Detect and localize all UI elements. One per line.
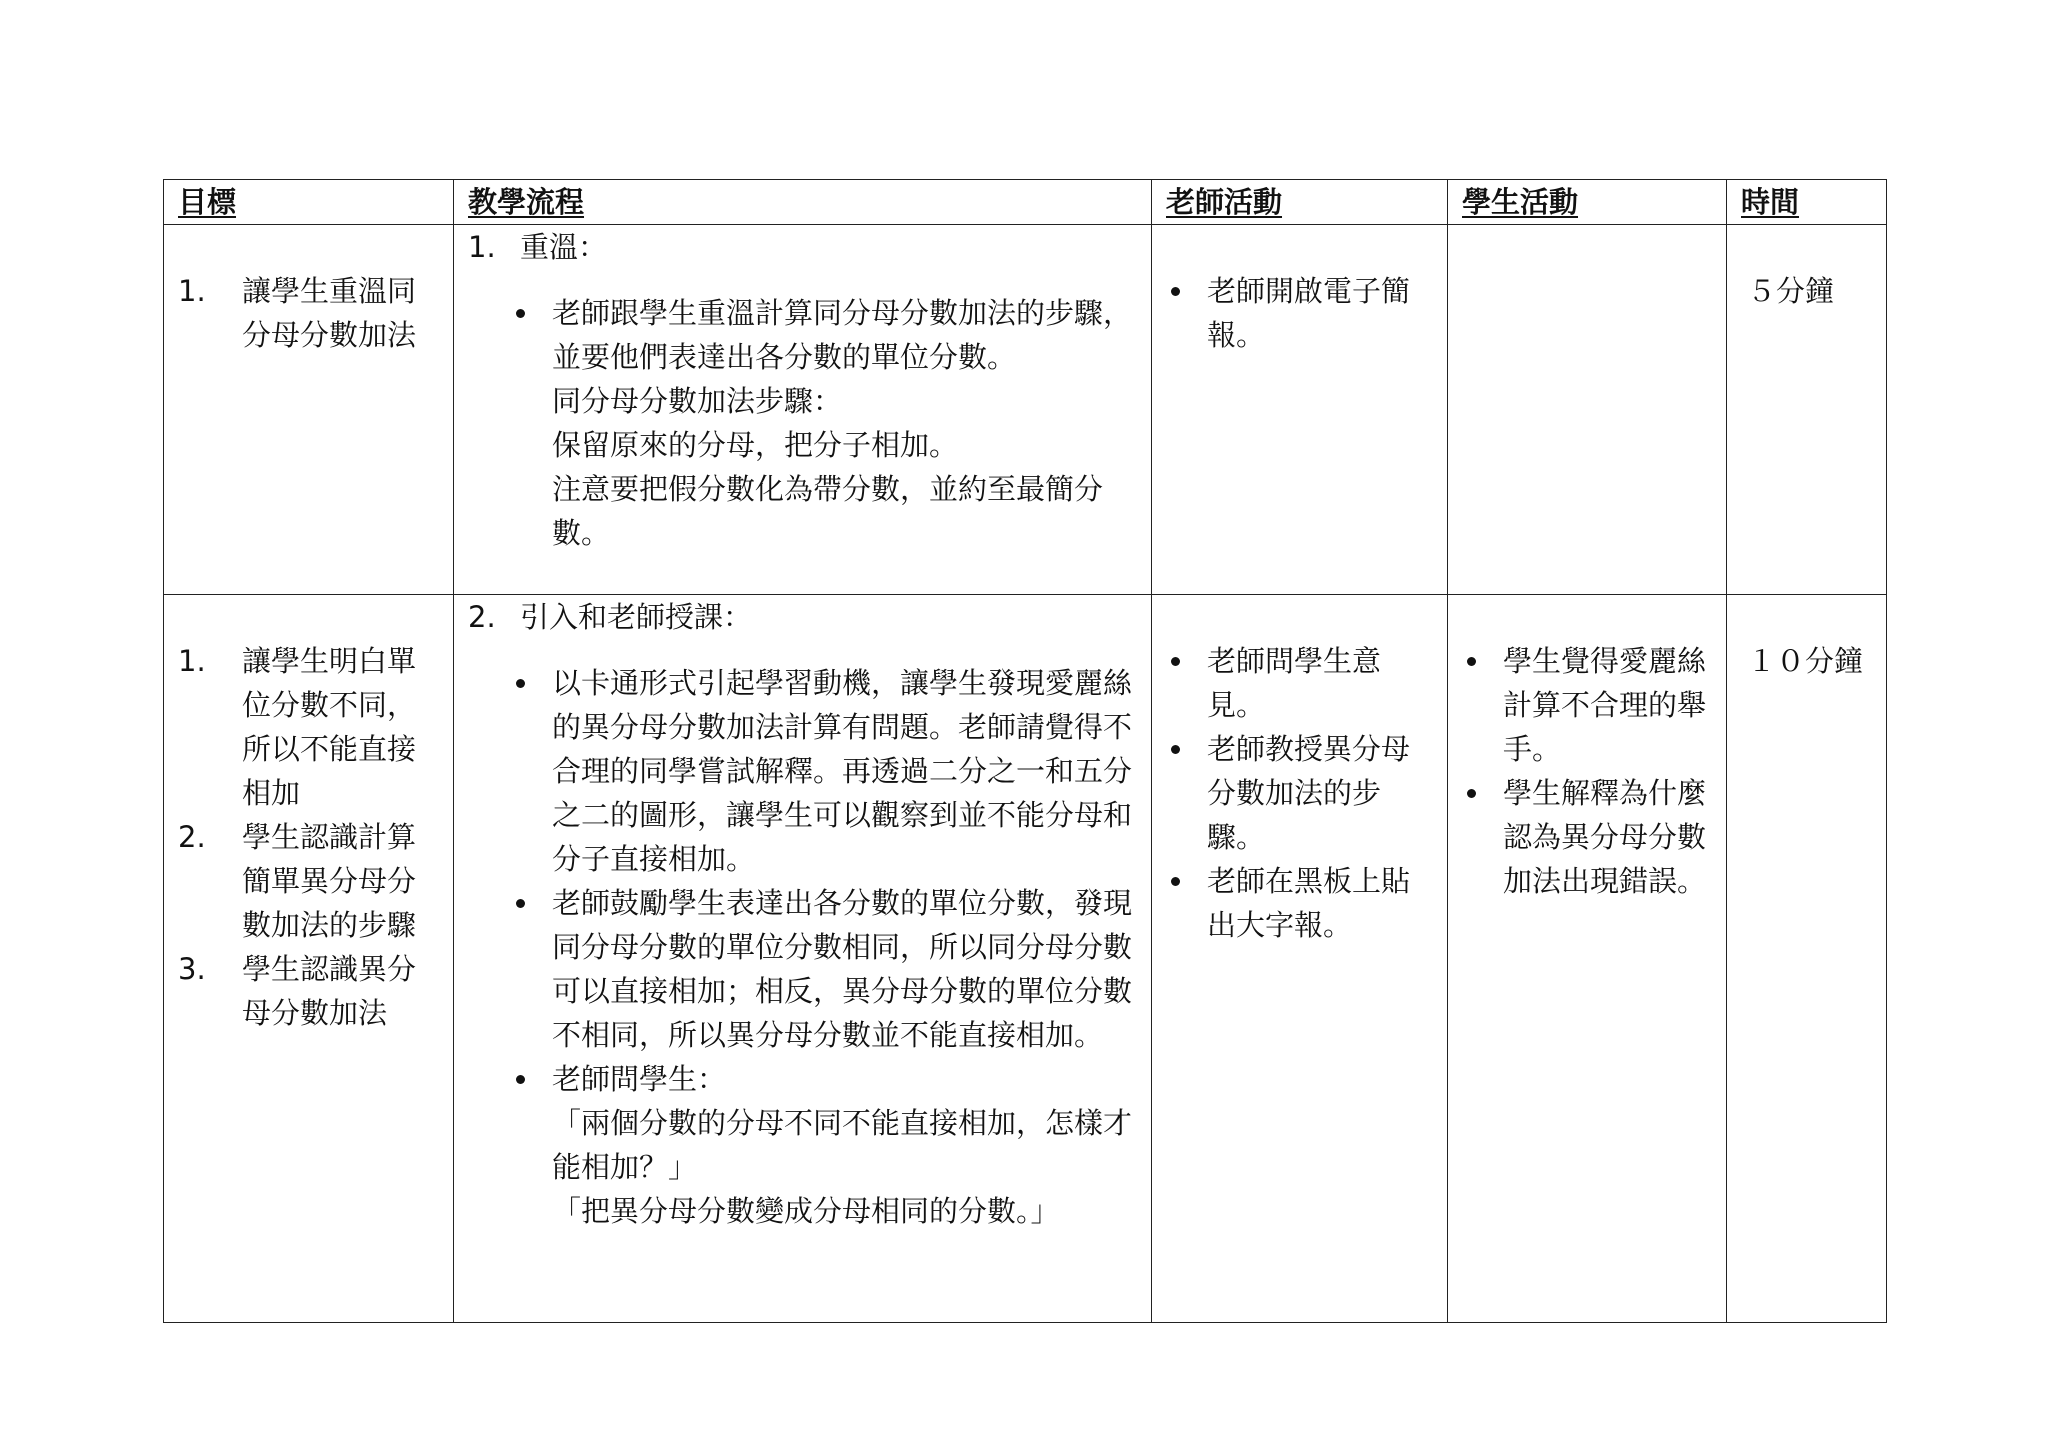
text-line: 保留原來的分母，把分子相加。 xyxy=(552,428,959,462)
text-line: 「把異分母分數變成分母相同的分數。」 xyxy=(552,1194,1060,1228)
item-number: 1. xyxy=(178,274,206,308)
process-cell xyxy=(454,595,1152,1323)
list-item xyxy=(178,815,441,947)
table-row xyxy=(164,595,1887,1323)
objective-text: 讓學生明白單位分數不同，所以不能直接相加 xyxy=(242,644,417,810)
objective-text: 讓學生重溫同分母分數加法 xyxy=(242,274,417,352)
bullet-text xyxy=(552,661,1139,881)
header-teacher-activity: 老師活動 xyxy=(1152,180,1448,225)
list-item xyxy=(1164,269,1435,357)
header-row xyxy=(164,180,1887,225)
step-heading xyxy=(468,595,1139,639)
teacher-activity-cell xyxy=(1152,595,1448,1323)
list-item xyxy=(509,291,1139,555)
text-line: 注意要把假分數化為帶分數，並約至最簡分數。 xyxy=(552,472,1104,550)
objectives-cell xyxy=(164,595,454,1323)
student-activity-text: 學生覺得愛麗絲計算不合理的舉手。 xyxy=(1503,644,1707,766)
bullet-icon xyxy=(1460,639,1503,771)
header-process: 教學流程 xyxy=(454,180,1152,225)
bullet-icon xyxy=(1164,639,1207,727)
lesson-plan-table xyxy=(163,179,1887,1323)
student-activity-cell xyxy=(1448,595,1727,1323)
bullet-icon xyxy=(1164,859,1207,947)
teacher-activity-list xyxy=(1164,269,1435,357)
bullet-icon xyxy=(509,661,552,881)
student-activity-text: 學生解釋為什麼認為異分母分數加法出現錯誤。 xyxy=(1503,776,1707,898)
step-heading xyxy=(468,225,1139,269)
text-line: 同分母分數加法步驟： xyxy=(552,384,843,418)
item-number: 2. xyxy=(178,820,206,854)
teacher-activity-cell xyxy=(1152,225,1448,595)
process-bullets xyxy=(509,291,1139,555)
student-activity-list xyxy=(1460,639,1714,903)
bullet-icon xyxy=(1164,727,1207,859)
objectives-list xyxy=(178,269,441,357)
text-line: 老師鼓勵學生表達出各分數的單位分數，發現同分母分數的單位分數相同，所以同分母分數可以直接相加；相反，異分母分數的單位分數不相同，所以異分母分數並不能直接相加。 xyxy=(552,886,1133,1052)
time-cell xyxy=(1727,225,1887,595)
process-bullets xyxy=(509,661,1139,1233)
bullet-icon xyxy=(1460,771,1503,903)
header-time: 時間 xyxy=(1727,180,1887,225)
time-value: １０分鐘 xyxy=(1747,644,1864,678)
text-line: 「兩個分數的分母不同不能直接相加，怎樣才能相加？」 xyxy=(552,1106,1133,1184)
list-item xyxy=(509,661,1139,881)
step-title: 引入和老師授課： xyxy=(520,600,753,634)
bullet-text xyxy=(552,1057,1139,1233)
objective-text: 學生認識異分母分數加法 xyxy=(242,952,417,1030)
teacher-activity-text: 老師問學生意見。 xyxy=(1207,644,1382,722)
text-line: 以卡通形式引起學習動機，讓學生發現愛麗絲的異分母分數加法計算有問題。老師請覺得不合理的同學嘗試解釋。再透過二分之一和五分之二的圖形，讓學生可以觀察到並不能分母和分子直接相加。 xyxy=(552,666,1133,876)
time-cell xyxy=(1727,595,1887,1323)
step-number: 2. xyxy=(468,600,496,634)
bullet-icon xyxy=(509,291,552,555)
list-item xyxy=(178,639,441,815)
list-item xyxy=(1460,771,1714,903)
list-item xyxy=(509,1057,1139,1233)
list-item xyxy=(1164,859,1435,947)
bullet-text xyxy=(552,881,1139,1057)
text-line: 老師跟學生重溫計算同分母分數加法的步驟，並要他們表達出各分數的單位分數。 xyxy=(552,296,1133,374)
list-item xyxy=(1164,727,1435,859)
objectives-list xyxy=(178,639,441,1035)
teacher-activity-text: 老師開啟電子簡報。 xyxy=(1207,274,1411,352)
text-line: 老師問學生： xyxy=(552,1062,727,1096)
list-item xyxy=(1164,639,1435,727)
list-item xyxy=(1460,639,1714,771)
list-item xyxy=(178,947,441,1035)
step-title: 重溫： xyxy=(520,230,608,264)
objective-text: 學生認識計算簡單異分母分數加法的步驟 xyxy=(242,820,417,942)
teacher-activity-text: 老師在黑板上貼出大字報。 xyxy=(1207,864,1411,942)
bullet-text xyxy=(552,291,1139,555)
header-student-activity: 學生活動 xyxy=(1448,180,1727,225)
header-objectives: 目標 xyxy=(164,180,454,225)
teacher-activity-list xyxy=(1164,639,1435,947)
list-item xyxy=(509,881,1139,1057)
list-item xyxy=(178,269,441,357)
time-value: ５分鐘 xyxy=(1747,274,1835,308)
bullet-icon xyxy=(509,881,552,1057)
item-number: 1. xyxy=(178,644,206,678)
objectives-cell xyxy=(164,225,454,595)
teacher-activity-text: 老師教授異分母分數加法的步驟。 xyxy=(1207,732,1411,854)
bullet-icon xyxy=(1164,269,1207,357)
student-activity-cell xyxy=(1448,225,1727,595)
table-row xyxy=(164,225,1887,595)
bullet-icon xyxy=(509,1057,552,1233)
step-number: 1. xyxy=(468,230,496,264)
item-number: 3. xyxy=(178,952,206,986)
process-cell xyxy=(454,225,1152,595)
